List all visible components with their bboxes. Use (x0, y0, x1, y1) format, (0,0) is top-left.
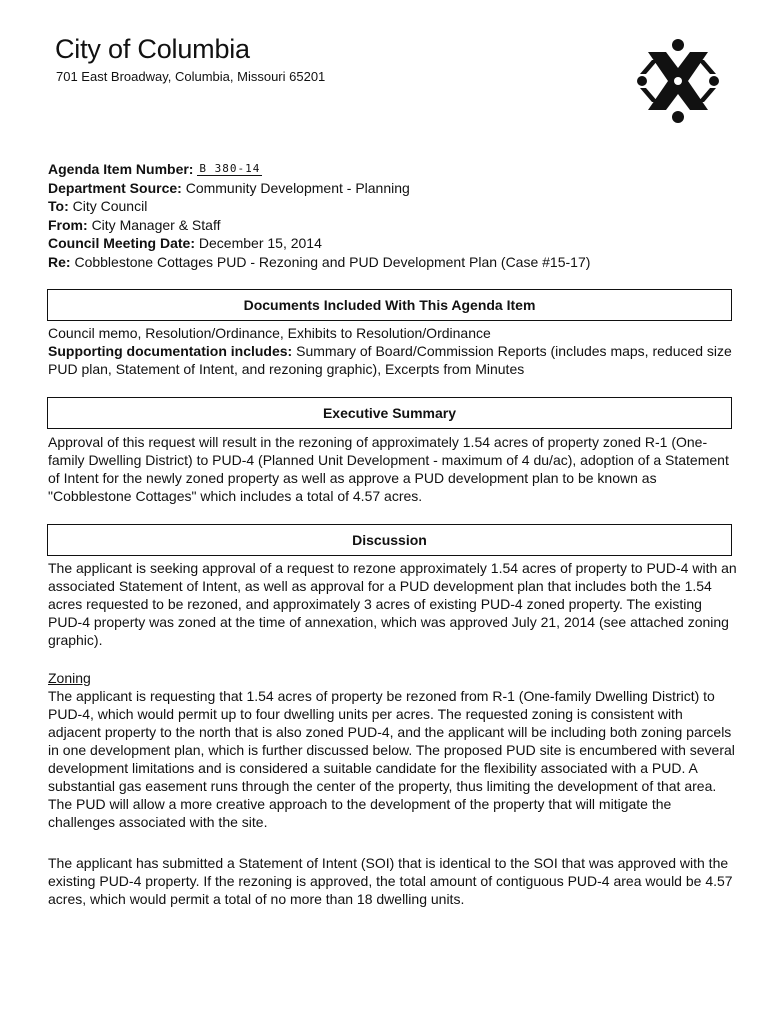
documents-section-heading: Documents Included With This Agenda Item (47, 289, 732, 321)
meeting-date-value: December 15, 2014 (198, 235, 322, 251)
from-row (48, 216, 590, 235)
department-row (48, 179, 590, 198)
city-title: City of Columbia (55, 34, 250, 64)
memo-header-fields (48, 160, 590, 271)
zoning-subsection (48, 669, 738, 831)
from-label: From: (48, 216, 88, 233)
meeting-date-label: Council Meeting Date: (48, 235, 196, 251)
soi-paragraph: The applicant has submitted a Statement of Intent (SOI) that is identical to the SOI that was approved with the existing PUD-4 property. If the rezoning is approved, the total amount of contiguous PUD-4 area would be 4.57 acres, which would permit a total of no more than 18 dwelling units. (48, 855, 733, 907)
zoning-text: The applicant is requesting that 1.54 acres of property be rezoned from R-1 (One-family Dwelling District) to PUD-4, which would permit up to four dwelling units per acres. The requested zoning is consistent with adjacent property to the north that is also zoned PUD-4, and the applicant will be including both zoning parcels in one development plan, which is further discussed below. The proposed PUD site is encumbered with several development limitations and is considered a suitable candidate for the flexibility associated with a PUD. A substantial gas easement runs through the center of the property, thus limiting the development of that area. The PUD will allow a more creative approach to the development of the property that will mitigate the challenges associated with the site. (48, 688, 735, 830)
documents-section-body (48, 324, 738, 378)
from-value: City Manager & Staff (91, 216, 221, 233)
supporting-documentation (48, 342, 738, 378)
re-value: Cobblestone Cottages PUD - Rezoning and PUD Development Plan (Case #15-17) (74, 253, 591, 270)
department-label: Department Source: (48, 179, 182, 196)
department-value: Community Development - Planning (185, 179, 410, 196)
city-address: 701 East Broadway, Columbia, Missouri 65201 (56, 69, 326, 84)
agenda-item-number: B 380-14 (199, 162, 261, 175)
agenda-item-label: Agenda Item Number: (48, 161, 194, 177)
executive-summary-text: Approval of this request will result in the rezoning of approximately 1.54 acres of property zoned R-1 (One-family Dwelling District) to PUD-4 (Planned Unit Development - maximum of 4 du/ac), adoption of a Statement of Intent for the newly zoned property as well as approve a PUD development plan to be known as "Cobblestone Cottages" which includes a total of 4.57 acres. (48, 434, 729, 504)
discussion-heading: Discussion (47, 524, 732, 556)
executive-summary-heading: Executive Summary (47, 397, 732, 429)
city-seal-icon (636, 36, 720, 126)
supporting-documentation-label: Supporting documentation includes: (48, 343, 293, 359)
re-row (48, 253, 590, 272)
zoning-heading: Zoning (48, 670, 91, 686)
discussion-intro: The applicant is seeking approval of a request to rezone approximately 1.54 acres of property to PUD-4 with an associated Statement of Intent, as well as approval for a PUD development plan that includes both the 1.54 acres requested to be rezoned, and approximately 3 acres of existing PUD-4 zoned property. The existing PUD-4 property was zoned at the time of annexation, which was approved July 21, 2014 (see attached zoning graphic). (48, 560, 737, 648)
to-row (48, 197, 590, 216)
to-value: City Council (72, 198, 148, 214)
meeting-date-row (48, 234, 590, 253)
documents-list: Council memo, Resolution/Ordinance, Exhibits to Resolution/Ordinance (48, 325, 491, 341)
to-label: To: (48, 198, 69, 214)
agenda-item-row (48, 160, 590, 179)
supporting-documentation-text: Summary of Board/Commission Reports (includes maps, reduced size PUD plan, Statement of Intent, and rezoning graphic), Excerpts from Minutes (48, 343, 732, 377)
re-label: Re: (48, 253, 71, 270)
